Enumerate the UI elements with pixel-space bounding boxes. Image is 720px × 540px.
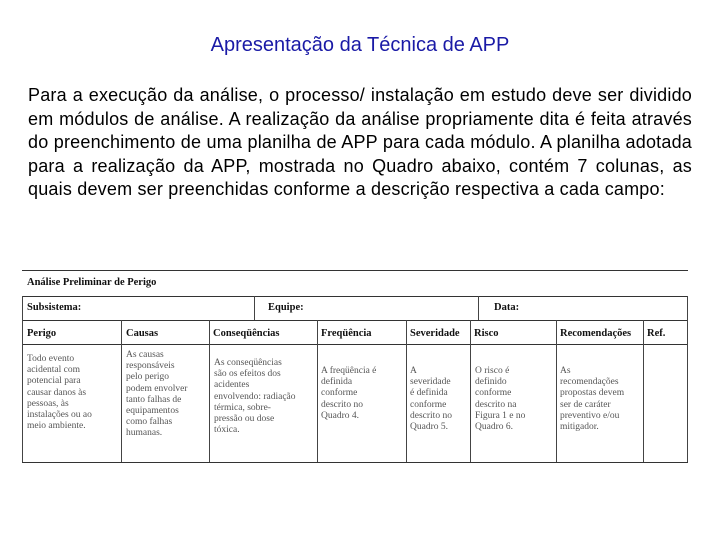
date-label: Data: bbox=[494, 302, 520, 313]
column-header-recomendacoes: Recomendações bbox=[560, 328, 632, 339]
worksheet-border-left bbox=[22, 296, 23, 462]
column-divider bbox=[406, 320, 407, 462]
column-divider bbox=[470, 320, 471, 462]
worksheet-heading: Análise Preliminar de Perigo bbox=[27, 277, 157, 288]
cell-frequencia: A freqüência é definida conforme descrito no Quadro 4. bbox=[321, 366, 377, 421]
worksheet-bottom-rule bbox=[22, 462, 688, 463]
cell-risco: O risco é definido conforme descrito na Figura 1 e no Quadro 6. bbox=[475, 366, 526, 433]
column-header-frequencia: Freqüência bbox=[321, 328, 372, 339]
slide-title: Apresentação da Técnica de APP bbox=[210, 34, 510, 56]
column-header-causas: Causas bbox=[126, 328, 159, 339]
column-header-consequencias: Conseqüências bbox=[213, 328, 280, 339]
worksheet-top-rule bbox=[22, 270, 688, 271]
column-header-risco: Risco bbox=[474, 328, 499, 339]
cell-causas: As causas responsáveis pelo perigo podem envolver tanto falhas de equipamentos como falhas humanas. bbox=[126, 350, 188, 439]
worksheet-border-right bbox=[687, 296, 688, 462]
column-divider bbox=[643, 320, 644, 462]
app-worksheet bbox=[22, 270, 688, 463]
column-divider bbox=[209, 320, 210, 462]
cell-consequencias: As conseqüências são os efeitos dos acidentes envolvendo: radiação térmica, sobre- pressão ou dose tóxica. bbox=[214, 358, 296, 436]
worksheet-rule bbox=[22, 296, 688, 297]
worksheet-divider bbox=[478, 296, 479, 320]
intro-paragraph: Para a execução da análise, o processo/ instalação em estudo deve ser dividido em módulos de análise. A realização da análise propriamente dita é feita através do preenchimento de uma planilha de APP para cada módulo. A planilha adotada para a realização da APP, mostrada no Quadro abaixo, contém 7 colunas, as quais devem ser preenchidas conforme a descrição respectiva a cada campo: bbox=[28, 85, 692, 199]
column-divider bbox=[317, 320, 318, 462]
cell-recomendacoes: As recomendações propostas devem ser de caráter preventivo e/ou mitigador. bbox=[560, 366, 625, 433]
subsystem-label: Subsistema: bbox=[27, 302, 82, 313]
column-header-ref: Ref. bbox=[647, 328, 666, 339]
column-header-severidade: Severidade bbox=[410, 328, 460, 339]
team-label: Equipe: bbox=[268, 302, 304, 313]
cell-severidade: A severidade é definida conforme descrito no Quadro 5. bbox=[410, 366, 452, 433]
column-divider bbox=[556, 320, 557, 462]
cell-perigo: Todo evento acidental com potencial para causar danos às pessoas, às instalações ou ao meio ambiente. bbox=[27, 354, 92, 432]
column-divider bbox=[121, 320, 122, 462]
column-header-perigo: Perigo bbox=[27, 328, 57, 339]
worksheet-divider bbox=[254, 296, 255, 320]
